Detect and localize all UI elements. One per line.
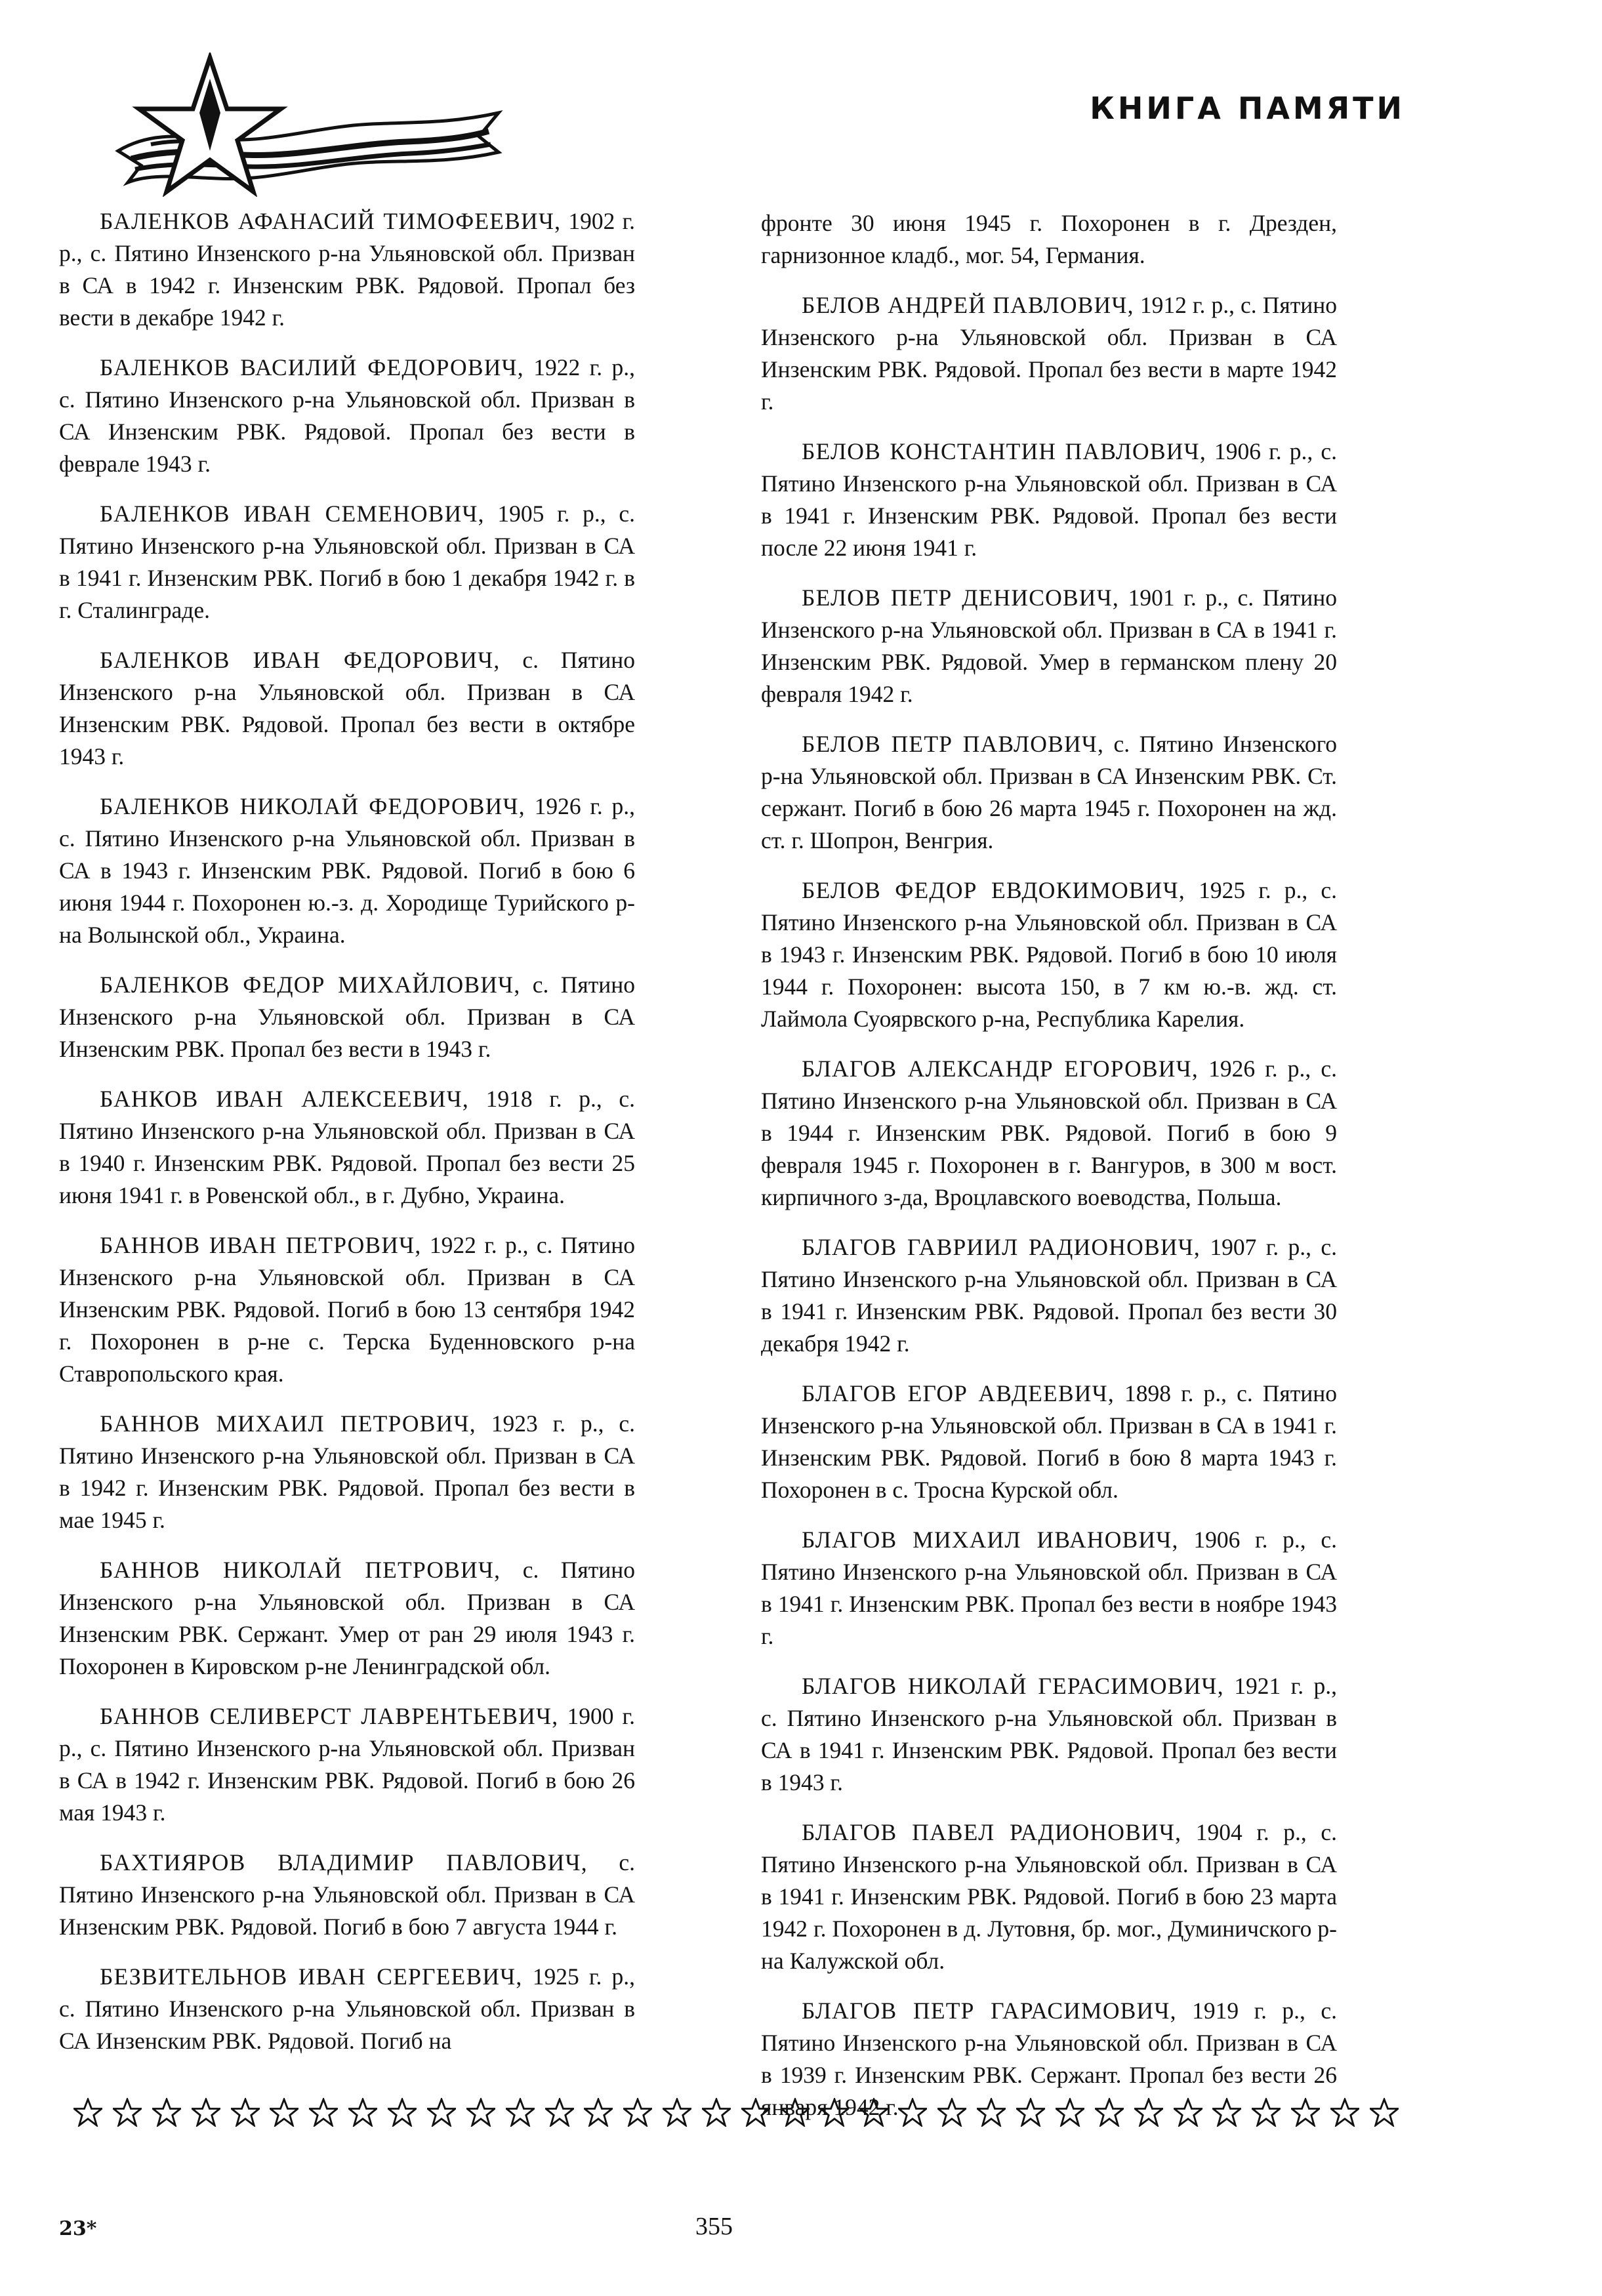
star-icon: [584, 2098, 613, 2127]
entry-text: 1921 г. р., с. Пятино Инзенского р-на Ульяновской обл. Призван в СА в 1941 г. Инзенским РВК. Рядовой. Пропал без вести в 1943 г.: [761, 1673, 1338, 1795]
memorial-entry: [59, 1847, 635, 1943]
star-icon: [663, 2098, 691, 2127]
entry-name: БЛАГОВ ГАВРИИЛ РАДИОНОВИЧ,: [802, 1234, 1201, 1260]
star-icon: [1174, 2098, 1202, 2127]
star-icon: [1252, 2098, 1281, 2127]
page-number: 355: [695, 2213, 733, 2240]
memorial-entry: [59, 352, 635, 480]
entry-name: БАЛЕНКОВ ИВАН СЕМЕНОВИЧ,: [100, 501, 485, 527]
star-icon: [152, 2098, 181, 2127]
book-title: КНИГА ПАМЯТИ: [1090, 91, 1405, 126]
entry-text: 1900 г. р., с. Пятино Инзенского р-на Ульяновской обл. Призван в СА в 1942 г. Инзенским РВК. Рядовой. Погиб в бою 26 мая 1943 г.: [59, 1703, 635, 1826]
memorial-entry: [59, 644, 635, 773]
entry-text: 1901 г. р., с. Пятино Инзенского р-на Ульяновской обл. Призван в СА в 1941 г. Инзенским РВК. Рядовой. Умер в германском плену 20 февраля 1942 г.: [761, 584, 1338, 707]
star-icon: [270, 2098, 298, 2127]
printer-signature: 23*: [59, 2217, 97, 2240]
entry-name: БАННОВ МИХАИЛ ПЕТРОВИЧ,: [100, 1410, 476, 1437]
star-icon: [623, 2098, 652, 2127]
memorial-entry: [59, 1083, 635, 1212]
entry-text: с. Пятино Инзенского р-на Ульяновской обл. Призван в СА Инзенским РВК. Рядовой. Пропал без вести в октябре 1943 г.: [59, 647, 636, 769]
star-icon: [1212, 2098, 1241, 2127]
star-icon: [466, 2098, 495, 2127]
star-icon: [859, 2098, 888, 2127]
star-icon: [1370, 2098, 1399, 2127]
entry-name: БЕЛОВ ФЕДОР ЕВДОКИМОВИЧ,: [802, 877, 1185, 903]
memorial-entry: [761, 207, 1337, 272]
star-icon: [1095, 2098, 1124, 2127]
entry-name: БЛАГОВ ЕГОР АВДЕЕВИЧ,: [802, 1380, 1115, 1406]
entry-name: БАЛЕНКОВ ВАСИЛИЙ ФЕДОРОВИЧ,: [100, 354, 524, 380]
entry-name: БЛАГОВ АЛЕКСАНДР ЕГОРОВИЧ,: [802, 1056, 1199, 1082]
entry-text: 1905 г. р., с. Пятино Инзенского р-на Ульяновской обл. Призван в СА в 1941 г. Инзенским РВК. Погиб в бою 1 декабря 1942 г. в г. Сталинграде.: [59, 501, 635, 623]
entry-text: с. Пятино Инзенского р-на Ульяновской обл. Призван в СА Инзенским РВК. Пропал без вести в 1943 г.: [59, 972, 636, 1062]
entry-text: 1926 г. р., с. Пятино Инзенского р-на Ульяновской обл. Призван в СА в 1944 г. Инзенским РВК. Рядовой. Погиб в бою 9 февраля 1945 г. Похоронен в г. Вангуров, в 300 м вост. кирпичного з-да, Вроцлавского воеводства, Польша.: [761, 1056, 1337, 1210]
memorial-entry: [59, 498, 635, 626]
entry-text: 1898 г. р., с. Пятино Инзенского р-на Ульяновской обл. Призван в СА в 1941 г. Инзенским РВК. Рядовой. Погиб в бою 8 марта 1943 г. Похоронен в с. Тросна Курской обл.: [761, 1380, 1337, 1503]
memorial-entry: [59, 1229, 635, 1390]
entry-name: БЕЛОВ ПЕТР ДЕНИСОВИЧ,: [802, 584, 1119, 611]
entry-name: БАННОВ ИВАН ПЕТРОВИЧ,: [100, 1232, 422, 1258]
memorial-entry: [761, 1816, 1337, 1977]
memorial-entry: [59, 1961, 635, 2057]
memorial-entry: [59, 1408, 635, 1536]
entry-name: БЕЛОВ КОНСТАНТИН ПАВЛОВИЧ,: [802, 438, 1206, 464]
entry-text: 1904 г. р., с. Пятино Инзенского р-на Ульяновской обл. Призван в СА в 1941 г. Инзенским РВК. Рядовой. Погиб в бою 23 марта 1942 г. Похоронен в д. Лутовня, бр. мог., Думиничского р-на Калужской обл.: [761, 1819, 1337, 1974]
entry-name: БЛАГОВ ПЕТР ГАРАСИМОВИЧ,: [802, 1998, 1177, 2024]
star-icon: [898, 2098, 927, 2127]
entry-name: БАННОВ НИКОЛАЙ ПЕТРОВИЧ,: [100, 1557, 501, 1583]
entry-text: с. Пятино Инзенского р-на Ульяновской обл. Призван в СА Инзенским РВК. Рядовой. Погиб в бою 7 августа 1944 г.: [59, 1849, 636, 1940]
star-icon: [1056, 2098, 1084, 2127]
entry-name: БАНКОВ ИВАН АЛЕКСЕЕВИЧ,: [100, 1086, 469, 1112]
star-icon: [427, 2098, 456, 2127]
star-icon: [545, 2098, 574, 2127]
entry-text: 1923 г. р., с. Пятино Инзенского р-на Ульяновской обл. Призван в СА в 1942 г. Инзенским РВК. Рядовой. Пропал без вести в мае 1945 г.: [59, 1410, 636, 1533]
entry-name: БЛАГОВ ПАВЕЛ РАДИОНОВИЧ,: [802, 1819, 1182, 1845]
entry-text: 1907 г. р., с. Пятино Инзенского р-на Ульяновской обл. Призван в СА в 1941 г. Инзенским РВК. Рядовой. Пропал без вести 30 декабря 1942 г.: [761, 1234, 1337, 1357]
entry-text: 1906 г. р., с. Пятино Инзенского р-на Ульяновской обл. Призван в СА в 1941 г. Инзенским РВК. Рядовой. Пропал без вести после 22 июня 1941 г.: [761, 438, 1337, 561]
entry-name: БЕЛОВ АНДРЕЙ ПАВЛОВИЧ,: [802, 292, 1134, 318]
entry-name: БАЛЕНКОВ ФЕДОР МИХАЙЛОВИЧ,: [100, 972, 521, 998]
right-column: [761, 207, 1337, 2141]
entry-text: 1925 г. р., с. Пятино Инзенского р-на Ульяновской обл. Призван в СА в 1943 г. Инзенским РВК. Рядовой. Погиб в бою 10 июля 1944 г. Похоронен: высота 150, в 7 км ю.-в. жд. ст. Лаймола Суоярвского р-на, Республика Карелия.: [761, 877, 1337, 1032]
memorial-entry: [59, 1700, 635, 1829]
star-icon: [741, 2098, 770, 2127]
memorial-entry: [59, 205, 635, 334]
memorial-entry: [761, 582, 1337, 710]
memorial-entry: [761, 289, 1337, 418]
left-column: [59, 205, 635, 2075]
memorial-entry: [59, 1554, 635, 1683]
entry-text: 1926 г. р., с. Пятино Инзенского р-на Ульяновской обл. Призван в СА в 1943 г. Инзенским РВК. Рядовой. Погиб в бою 6 июня 1944 г. Похоронен ю.-з. д. Хородище Турийского р-на Волынской обл., Украина.: [59, 793, 635, 948]
entry-text: 1902 г. р., с. Пятино Инзенского р-на Ульяновской обл. Призван в СА в 1942 г. Инзенским РВК. Рядовой. Пропал без вести в декабре 1942 г.: [59, 208, 635, 331]
entry-text: 1922 г. р., с. Пятино Инзенского р-на Ульяновской обл. Призван в СА Инзенским РВК. Рядовой. Пропал без вести в феврале 1943 г.: [59, 354, 635, 477]
memorial-entry: [761, 1378, 1337, 1506]
entry-text: 1925 г. р., с. Пятино Инзенского р-на Ульяновской обл. Призван в СА Инзенским РВК. Рядовой. Погиб на: [59, 1963, 636, 2054]
memorial-entry: [761, 1670, 1337, 1799]
star-icon: [1291, 2098, 1320, 2127]
star-icon: [113, 2098, 142, 2127]
memorial-entry: [761, 1231, 1337, 1360]
entry-name: БАЛЕНКОВ ИВАН ФЕДОРОВИЧ,: [100, 647, 501, 673]
entry-name: БЕЗВИТЕЛЬНОВ ИВАН СЕРГЕЕВИЧ,: [100, 1963, 523, 1990]
star-icon: [348, 2098, 377, 2127]
star-icon: [388, 2098, 417, 2127]
memorial-entry: [761, 874, 1337, 1035]
entry-name: БАЛЕНКОВ АФАНАСИЙ ТИМОФЕЕВИЧ,: [100, 208, 562, 234]
entry-name: БЛАГОВ МИХАИЛ ИВАНОВИЧ,: [802, 1527, 1179, 1553]
entry-text: 1918 г. р., с. Пятино Инзенского р-на Ульяновской обл. Призван в СА в 1940 г. Инзенским РВК. Рядовой. Пропал без вести 25 июня 1941 г. в Ровенской обл., в г. Дубно, Украина.: [59, 1086, 635, 1208]
entry-text: с. Пятино Инзенского р-на Ульяновской обл. Призван в СА Инзенским РВК. Ст. сержант. Погиб в бою 26 марта 1945 г. Похоронен на жд. ст. г. Шопрон, Венгрия.: [761, 731, 1338, 853]
star-icon: [781, 2098, 810, 2127]
star-icon: [1016, 2098, 1045, 2127]
entry-text: 1912 г. р., с. Пятино Инзенского р-на Ульяновской обл. Призван в СА Инзенским РВК. Рядовой. Пропал без вести в марте 1942 г.: [761, 292, 1338, 415]
entry-text: 1919 г. р., с. Пятино Инзенского р-на Ульяновской обл. Призван в СА в 1939 г. Инзенским РВК. Сержант. Пропал без вести 26 января 1942 г.: [761, 1998, 1337, 2120]
entry-name: БАХТИЯРОВ ВЛАДИМИР ПАВЛОВИЧ,: [100, 1849, 588, 1876]
memorial-entry: [761, 728, 1337, 857]
memorial-entry: [761, 1524, 1337, 1652]
memorial-entry: [761, 1053, 1337, 1214]
entry-name: БАННОВ СЕЛИВЕРСТ ЛАВРЕНТЬЕВИЧ,: [100, 1703, 559, 1729]
star-divider: [73, 2098, 1399, 2127]
star-ribbon-icon: [112, 52, 505, 197]
entry-name: БАЛЕНКОВ НИКОЛАЙ ФЕДОРОВИЧ,: [100, 793, 525, 819]
memorial-entry: [59, 969, 635, 1065]
entry-text: 1906 г. р., с. Пятино Инзенского р-на Ульяновской обл. Призван в СА в 1941 г. Инзенским РВК. Пропал без вести в ноябре 1943 г.: [761, 1527, 1337, 1649]
star-icon: [702, 2098, 731, 2127]
entry-text: с. Пятино Инзенского р-на Ульяновской обл. Призван в СА Инзенским РВК. Сержант. Умер от ран 29 июля 1943 г. Похоронен в Кировском р-не Ленинградской обл.: [59, 1557, 635, 1679]
entry-name: БЛАГОВ НИКОЛАЙ ГЕРАСИМОВИЧ,: [802, 1673, 1224, 1699]
star-icon: [1134, 2098, 1163, 2127]
star-icon: [1330, 2098, 1359, 2127]
star-icon: [937, 2098, 966, 2127]
star-icon: [977, 2098, 1006, 2127]
entry-text: 1922 г. р., с. Пятино Инзенского р-на Ульяновской обл. Призван в СА Инзенским РВК. Рядовой. Погиб в бою 13 сентября 1942 г. Похоронен в р-не с. Терска Буденновского р-на Ставропольского края.: [59, 1232, 636, 1387]
star-icon: [231, 2098, 260, 2127]
star-icon: [309, 2098, 338, 2127]
star-icon: [820, 2098, 849, 2127]
star-icon: [506, 2098, 535, 2127]
star-icon: [192, 2098, 220, 2127]
memorial-entry: [761, 436, 1337, 564]
entry-text: фронте 30 июня 1945 г. Похоронен в г. Дрезден, гарнизонное кладб., мог. 54, Германия.: [761, 210, 1337, 268]
star-icon: [73, 2098, 102, 2127]
memorial-entry: [59, 790, 635, 951]
entry-name: БЕЛОВ ПЕТР ПАВЛОВИЧ,: [802, 731, 1105, 757]
